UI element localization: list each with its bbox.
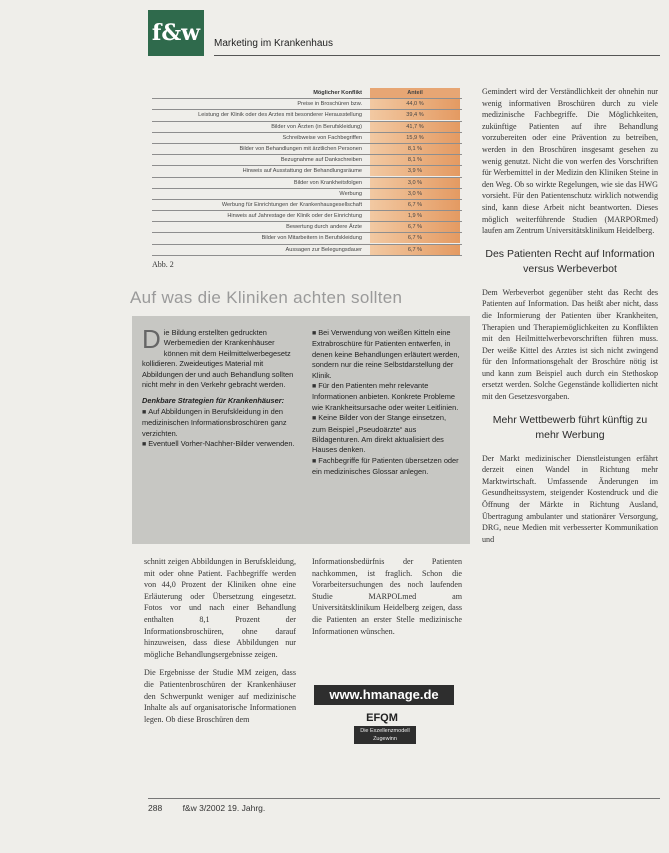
table-header-row <box>152 88 462 99</box>
page-number: 288 <box>148 803 163 813</box>
table-row <box>152 222 462 233</box>
table-row <box>152 233 462 244</box>
info-box-intro: Die Bildung erstellten gedruckten Werbemedien der Krankenhäuser können mit dem Heilmittelwerbegesetz kollidieren. Zweideutiges Material mit Abbildungen der und auch Behandlung sollten nicht mehr in den Verkehr gebracht werden. <box>142 324 294 390</box>
table-cell-value: 6,7 % <box>370 200 460 210</box>
table-cell-label: Leistung der Klinik oder des Arztes mit besonderer Herausstellung <box>198 112 362 119</box>
paragraph: Gemindert wird der Verständlichkeit der ohnehin nur wenig informativen Broschüren durch zu viele medizinische Fachbegriffe. Die Möglichkeiten, zukünftige Patienten auf ihre Behandlung vorzubereiten oder eine Prävention zu betreiben, werden in den Broschüren insgesamt gesehen zu wenig genutzt. Nicht die von werfen des Vorschriften für Werbemittel in der Medizin den Kliniken Steine in den Weg. Ob so wirkte Regelungen, wie sie das HWG vorsieht. Für den Patientenschutz wirklich notwendig sind, kann diese Arbeit nicht beantworten. Dieses möglich weiterführende Studien (MARPORmed) laufen am Zentrum Universitätsklinikum Heidelberg. <box>482 87 658 236</box>
body-column-middle <box>312 556 462 644</box>
list-item: ■ Auf Abbildungen in Berufskleidung in den medizinischen Informationsbroschüren ganz verzichten. <box>142 407 296 439</box>
paragraph: schnitt zeigen Abbildungen in Berufskleidung, mit oder ohne Patient. Fachbegriffe werden von 44,0 Prozent der Kliniken ohne eine Erläuterung oder Übersetzung eingesetzt. Fotos vor und nach einer Behandlung enthalten 8,1 Prozent der Informationsbroschüren, ohne darauf hinzuweisen, dass diese Abbildungen nur mögliche Behandlungsergebnisse zeigen. <box>144 557 296 659</box>
paragraph: Informationsbedürfnis der Patienten nachkommen, ist fraglich. Schon die Vorarbeitersuchungen des noch laufenden Studie MARPOLmed am Universitätsklinikum Heidelberg zeigen, dass die Patienten an erster Stelle medizinische Informationen wünschen. <box>312 557 462 636</box>
table-row <box>152 166 462 177</box>
conflict-table <box>152 88 462 256</box>
list-item: ■ Eventuell Vorher-Nachher-Bilder verwenden. <box>142 439 296 450</box>
table-cell-label: Aussagen zur Belegungsdauer <box>285 246 362 253</box>
footer <box>148 803 265 813</box>
table-cell-label: Preise in Broschüren bzw. <box>297 101 362 108</box>
table-cell-value: 8,1 % <box>370 155 460 165</box>
table-row <box>152 99 462 110</box>
table-cell-label: Bilder von Behandlungen mit ärztlichen Personen <box>239 145 362 152</box>
table-cell-value: 6,7 % <box>370 245 460 255</box>
issue-info: f&w 3/2002 19. Jahrg. <box>182 803 266 813</box>
publication-logo: f&w <box>148 10 204 56</box>
list-item: ■ Fachbegriffe für Patienten übersetzen oder ein medizinisches Glossar anlegen. <box>312 456 462 478</box>
table-cell-value: 6,7 % <box>370 233 460 243</box>
table-row <box>152 200 462 211</box>
table-row <box>152 178 462 189</box>
table-row <box>152 155 462 166</box>
efqm-logo: EFQM <box>366 712 398 724</box>
drop-cap: D <box>142 324 161 354</box>
article-title: Auf was die Kliniken achten sollten <box>130 288 403 307</box>
body-column-left <box>144 556 296 732</box>
efqm-label: Die Exzellenzmodell Zugewinn Qualitätsmanagement <box>354 726 416 744</box>
table-cell-value: 3,9 % <box>370 166 460 176</box>
table-row <box>152 110 462 121</box>
paragraph: Dem Werbeverbot gegenüber steht das Recht des Patienten auf Information. Das heißt aber nicht, dass die Informierung der Patienten über Krankheiten, Therapien und Therapiemöglichkeiten zu Konflikten mit den Heilmittelwerbevorschriften führen muss. Der weiße Kittel des Arztes ist sich nicht zwingend für den Informationsgehalt der Broschüre nötig ist und kann zum Beispiel auch durch ein Stethoskop ersetzt werden. Solche Gegenstände kollidierten nicht mit den Gesetzesvorgaben. <box>482 287 658 402</box>
info-box-left-column <box>142 324 296 450</box>
subheading-patient-rights: Des Patienten Recht auf Information versus Werbeverbot <box>485 247 655 275</box>
list-item: ■ Keine Bilder von der Stange einsetzen, zum Beispiel „Pseudoärzte“ aus Bildagenturen. Am direkt aktualisiert des Hauses denken. <box>312 413 462 456</box>
table-cell-value: 44,0 % <box>370 99 460 109</box>
figure-caption: Abb. 2 <box>152 260 174 269</box>
list-item: ■ Für den Patienten mehr relevante Informationen anbieten. Konkrete Probleme wie Krankheitsursache oder weiter Leitlinien. <box>312 381 462 413</box>
section-title: Marketing im Krankenhaus <box>214 38 333 49</box>
table-cell-label: Werbung für Einrichtungen der Krankenhausgesellschaft <box>221 201 362 208</box>
table-cell-label: Bezugnahme auf Dankschreiben <box>280 157 362 164</box>
paragraph: Die Ergebnisse der Studie MM zeigen, dass die Patientenbroschüren der Krankenhäuser den Schwerpunkt weniger auf medizinische Inhalte als auf organisatorische Informationen legen. Ob diese Broschüren dem <box>144 668 296 724</box>
table-row <box>152 245 462 256</box>
table-cell-value: 3,0 % <box>370 189 460 199</box>
table-row <box>152 122 462 133</box>
list-item: ■ Bei Verwendung von weißen Kitteln eine Extrabroschüre für Patienten entwerfen, in denen keine Behandlungen erläutert werden, sondern nur die reine Selbstdarstellung der Klinik. <box>312 328 462 381</box>
table-row <box>152 189 462 200</box>
table-row <box>152 133 462 144</box>
table-cell-value: 39,4 % <box>370 110 460 120</box>
table-cell-label: Bilder von Krankheitsfolgen <box>293 179 362 186</box>
table-row <box>152 211 462 222</box>
table-cell-value: 41,7 % <box>370 122 460 132</box>
table-cell-label: Schreibweise von Fachbegriffen <box>282 134 362 141</box>
table-cell-label: Werbung <box>339 190 362 197</box>
table-header-label: Möglicher Konflikt <box>313 90 362 96</box>
table-cell-label: Hinweis auf Ausstattung der Behandlungsräume <box>242 168 362 175</box>
body-column-right <box>482 86 658 552</box>
table-cell-label: Hinweis auf Jahrestage der Klinik oder der Einrichtung <box>227 213 362 220</box>
table-cell-value: 8,1 % <box>370 144 460 154</box>
table-header-value: Anteil <box>370 88 460 98</box>
website-banner[interactable]: www.hmanage.de <box>314 685 454 705</box>
table-cell-value: 1,9 % <box>370 211 460 221</box>
paragraph: Der Markt medizinischer Dienstleistungen erfährt derzeit einen Wandel in Richtung mehr Marktwirtschaft. Umfassende Änderungen im Gesundheitssystem, steigender Kostendruck und die Öffnung der Märkte in Richtung Ausland, Übertragung ambulanter und stationärer Versorgung, DRG, neue Medien mit verbesserter Kommunikation und <box>482 453 658 544</box>
table-cell-value: 15,9 % <box>370 133 460 143</box>
header-rule <box>214 55 660 56</box>
table-cell-value: 6,7 % <box>370 222 460 232</box>
footer-rule <box>148 798 660 799</box>
info-box-subheading: Denkbare Strategien für Krankenhäuser: <box>142 396 285 406</box>
table-cell-label: Bilder von Ärzten (in Berufskleidung) <box>271 123 362 130</box>
table-cell-value: 3,0 % <box>370 178 460 188</box>
table-row <box>152 144 462 155</box>
table-cell-label: Bilder von Mitarbeitern in Berufskleidung <box>261 235 362 242</box>
info-box-right-column <box>312 328 462 478</box>
table-cell-label: Bewertung durch andere Ärzte <box>286 224 362 231</box>
subheading-competition: Mehr Wettbewerb führt künftig zu mehr Werbung <box>492 413 648 441</box>
